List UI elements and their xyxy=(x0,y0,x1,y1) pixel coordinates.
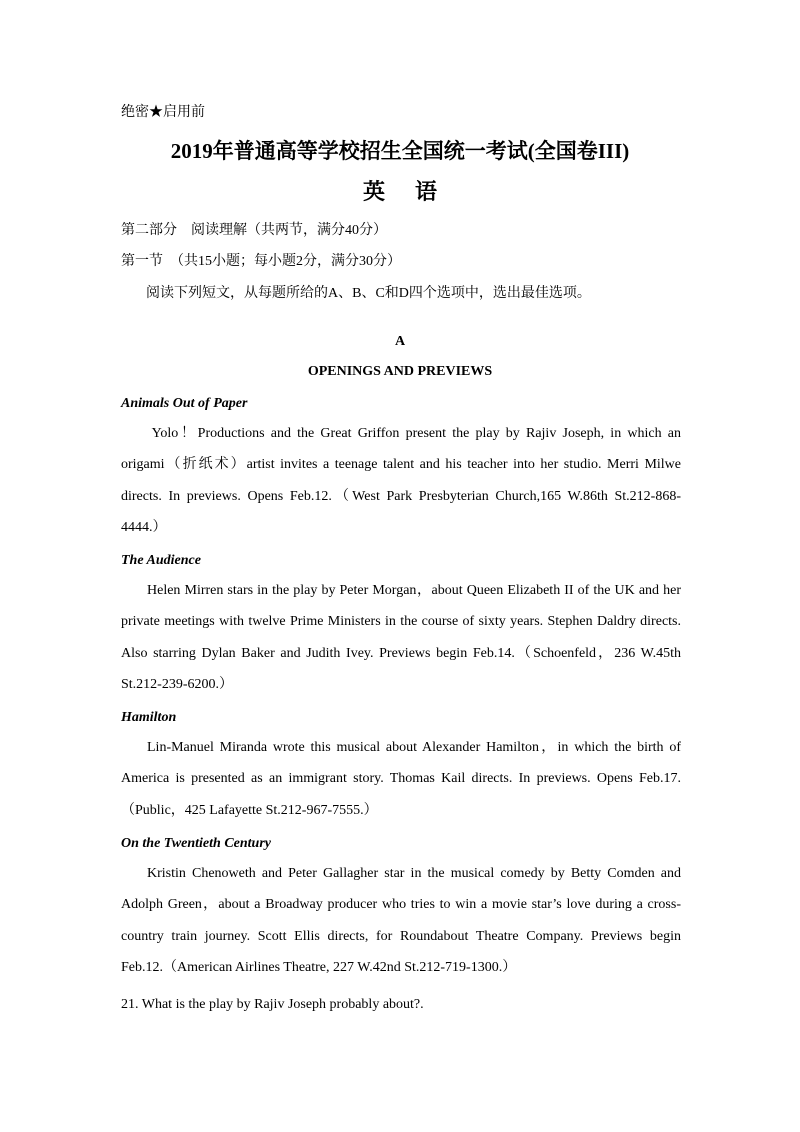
instruction-text: 阅读下列短文，从每题所给的A、B、C和D四个选项中，选出最佳选项。 xyxy=(146,286,591,301)
entry-title: On the Twentieth Century xyxy=(121,836,272,851)
question-21: 21. What is the play by Rajiv Joseph probably about?. xyxy=(121,997,424,1012)
entry-line: origami（折纸术）artist invites a teenage talent and his teacher into her studio. Merri Milwe xyxy=(121,457,681,473)
entry-line: Helen Mirren stars in the play by Peter Morgan，about Queen Elizabeth II of the UK and her xyxy=(147,583,681,598)
entry-line: St.212-239-6200.） xyxy=(121,676,233,692)
entry-line: 4444.） xyxy=(121,519,167,535)
section-heading: 第一节 （共15小题；每小题2分，满分30分） xyxy=(121,254,401,269)
entry-body xyxy=(121,732,681,826)
entry-line: private meetings with twelve Prime Ministers in the course of sixty years. Stephen Daldry directs. xyxy=(121,614,681,630)
entry-body xyxy=(121,418,681,543)
part-heading: 第二部分 阅读理解（共两节，满分40分） xyxy=(121,223,387,238)
entry-line: Feb.12.（American Airlines Theatre, 227 W.42nd St.212-719-1300.） xyxy=(121,959,517,975)
entry-line: directs. In previews. Opens Feb.12.（West Park Presbyterian Church,165 W.86th St.212-868- xyxy=(121,488,681,504)
confidential-label: 绝密★启用前 xyxy=(121,105,205,120)
subject-title: 英语 xyxy=(362,179,467,204)
entry-line: Also starring Dylan Baker and Judith Ivey. Previews begin Feb.14.（Schoenfeld，236 W.45th xyxy=(121,645,681,661)
passage-label: A xyxy=(394,334,406,349)
entry-title: Animals Out of Paper xyxy=(121,396,248,411)
entry-line: Lin-Manuel Miranda wrote this musical about Alexander Hamilton，in which the birth of xyxy=(147,740,681,755)
entry-title: The Audience xyxy=(121,553,201,568)
entry-body xyxy=(121,575,681,700)
entry-line: Kristin Chenoweth and Peter Gallagher star in the musical comedy by Betty Comden and xyxy=(147,866,681,881)
entry-body xyxy=(121,858,681,983)
entry-line: America is presented as an immigrant story. Thomas Kail directs. In previews. Opens Feb.17. xyxy=(121,771,681,787)
exam-title: 2019年普通高等学校招生全国统一考试(全国卷III) xyxy=(170,139,630,163)
entry-line: Adolph Green，about a Broadway producer who tries to win a movie star’s love during a cross- xyxy=(121,897,681,913)
entry-line: （Public，425 Lafayette St.212-967-7555.） xyxy=(121,802,378,818)
entry-line: country train journey. Scott Ellis directs, for Roundabout Theatre Company. Previews begin xyxy=(121,928,681,944)
passage-heading: OPENINGS AND PREVIEWS xyxy=(307,364,493,379)
entry-line: Yolo！Productions and the Great Griffon present the play by Rajiv Joseph, in which an xyxy=(135,426,681,441)
entry-title: Hamilton xyxy=(121,710,177,725)
